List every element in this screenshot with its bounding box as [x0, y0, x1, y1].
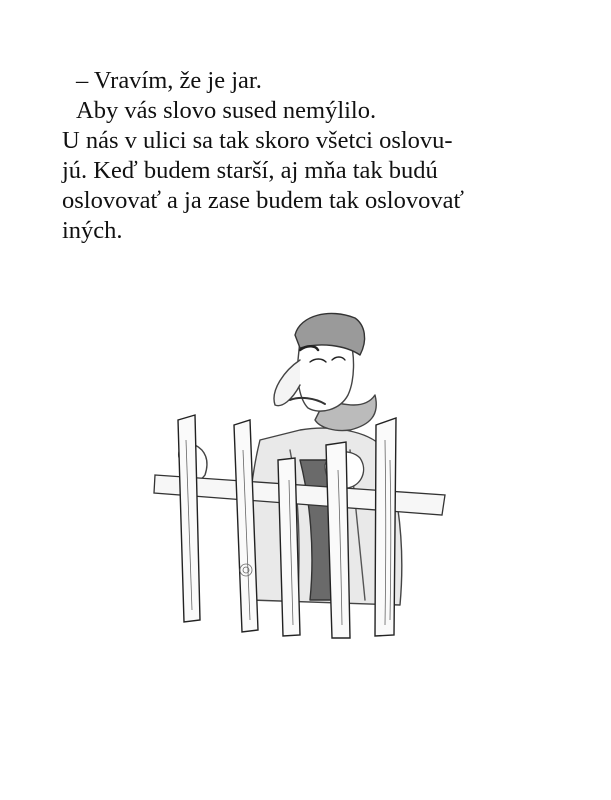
man-behind-fence-illustration: [150, 300, 450, 640]
text-line: U nás v ulici sa tak skoro všetci oslovu-: [62, 127, 453, 154]
text-line: Aby vás slovo sused nemýlilo.: [76, 97, 377, 124]
text-line: jú. Keď budem starší, aj mňa tak budú: [62, 157, 438, 184]
story-text: [62, 66, 562, 246]
text-line: oslovovať a ja zase budem tak oslovovať: [62, 187, 464, 214]
text-line: iných.: [62, 217, 123, 244]
dialogue-line: – Vravím, že je jar.: [76, 67, 262, 94]
